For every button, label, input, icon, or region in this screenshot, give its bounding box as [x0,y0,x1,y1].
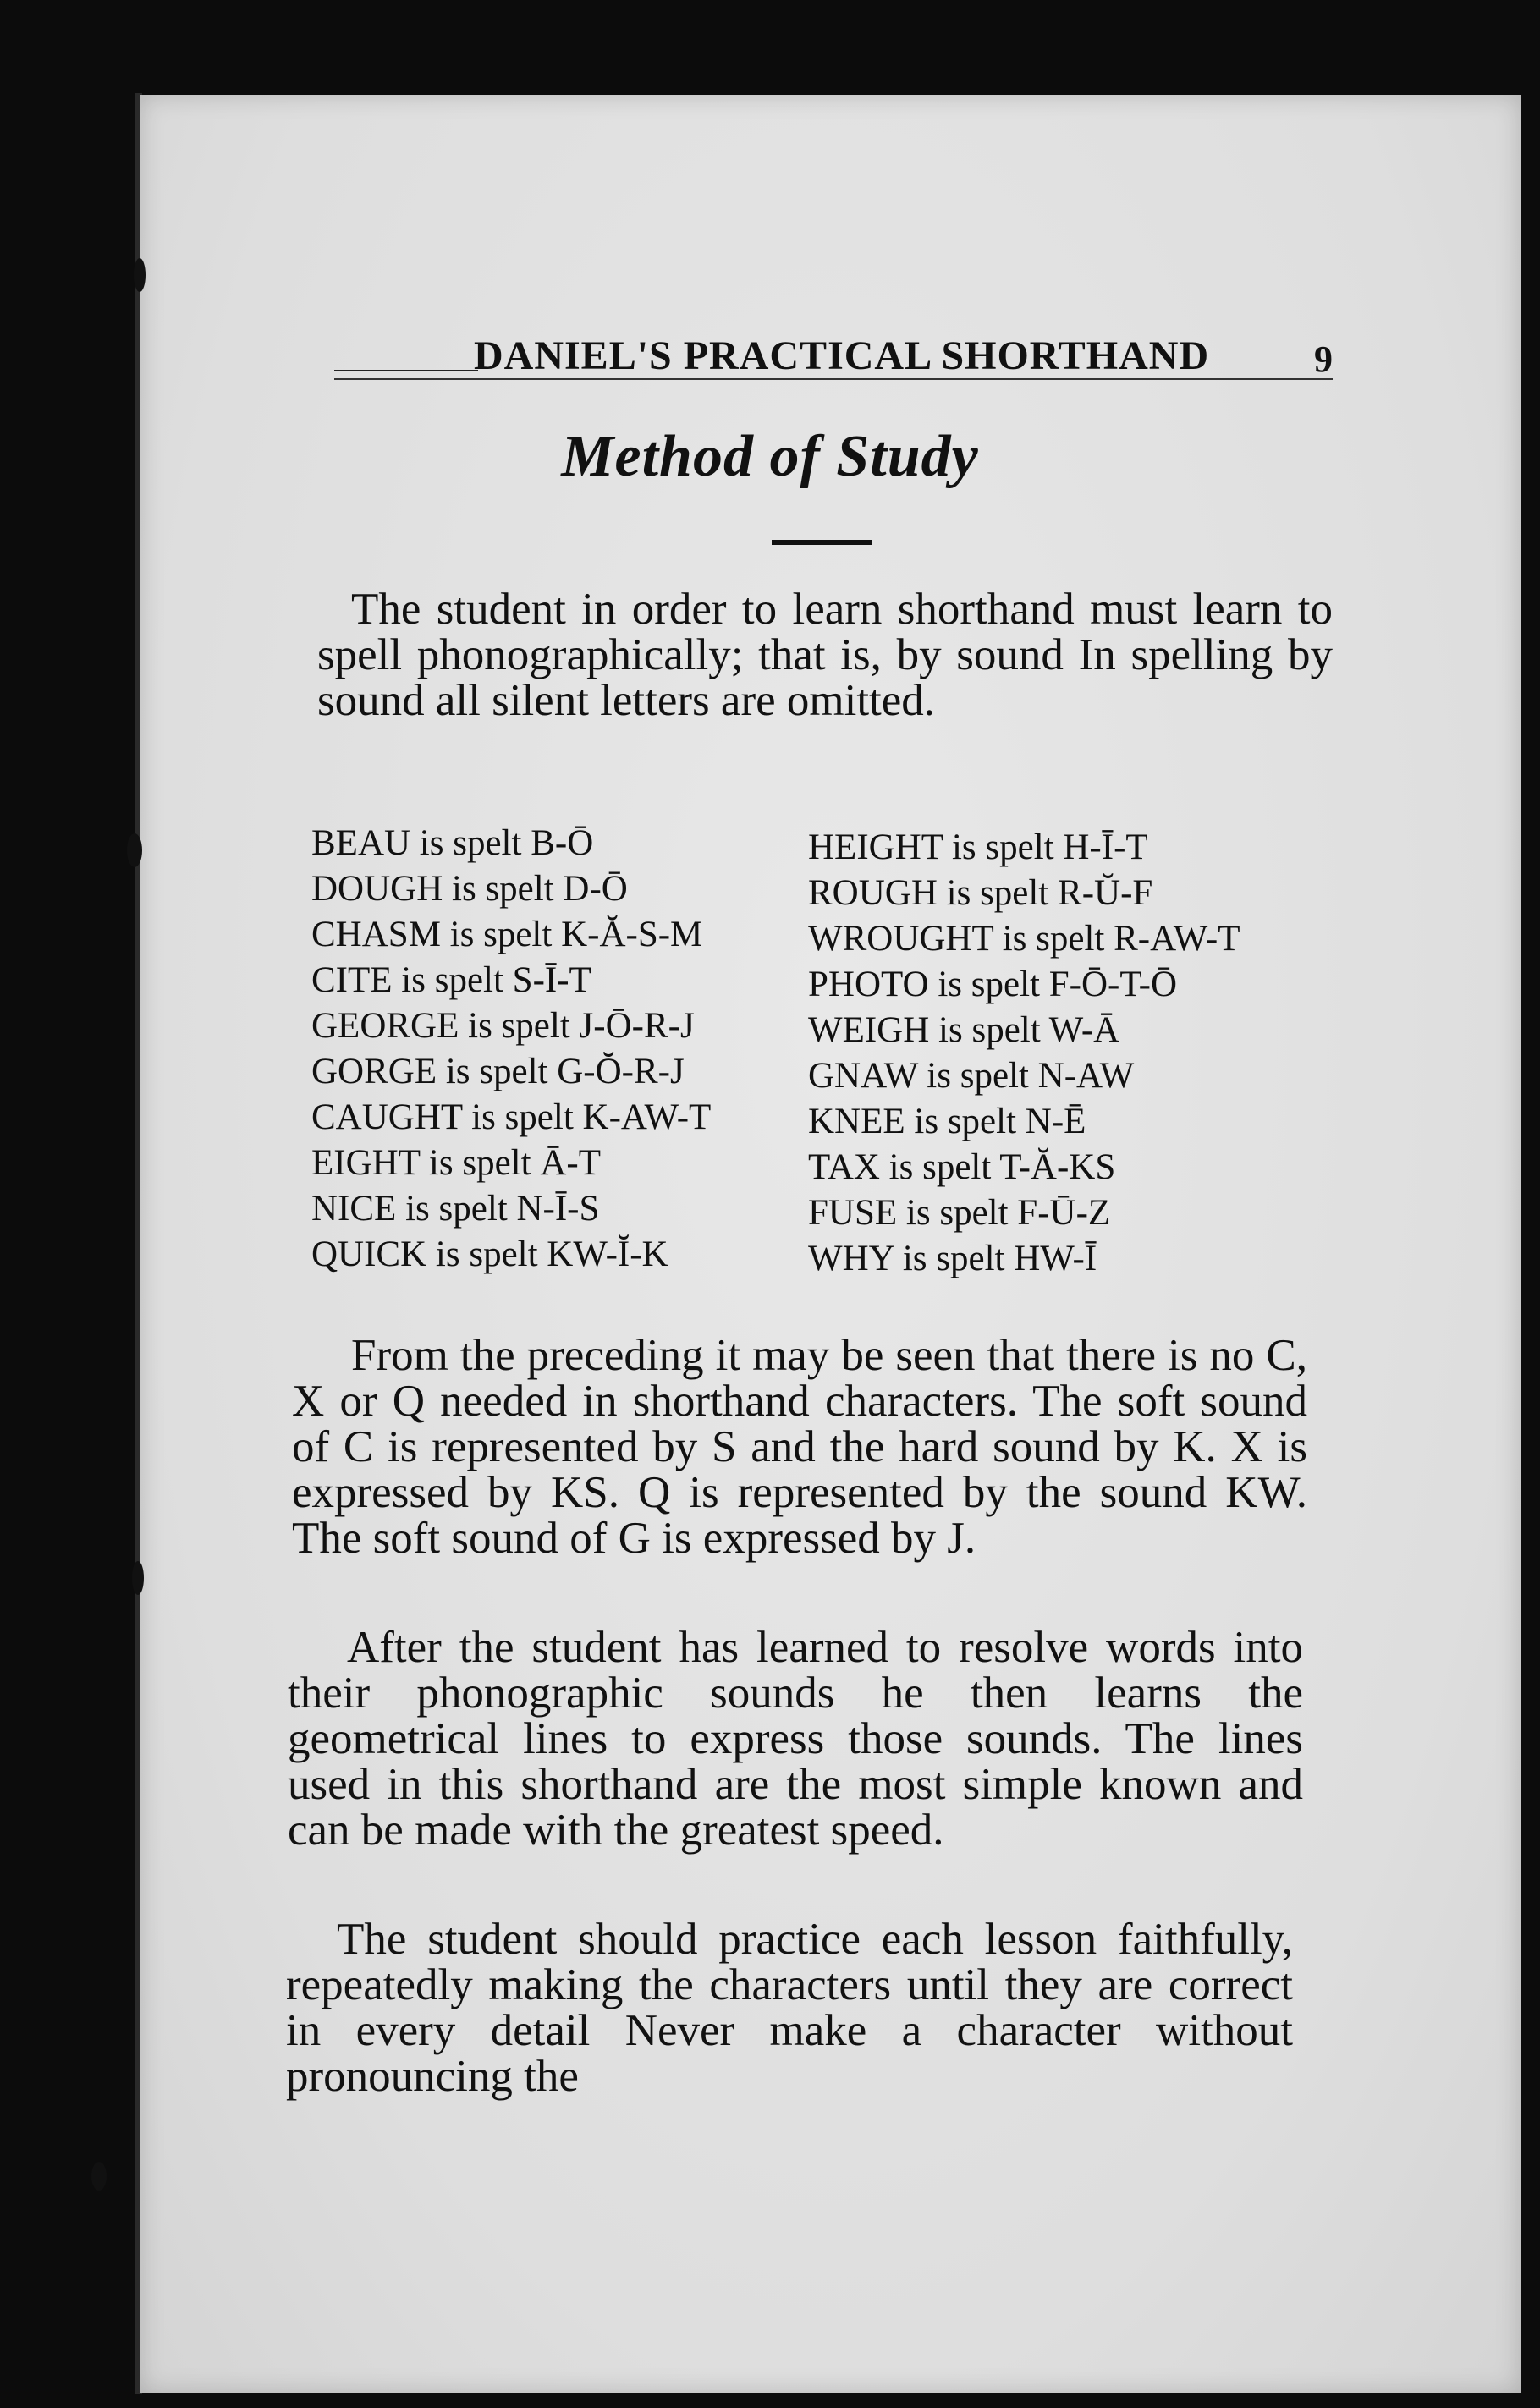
spelling-item: CHASM is spelt K-Ă-S-M [311,915,703,954]
spelling-list-left [311,821,711,1278]
spelling-item: CAUGHT is spelt K-AW-T [311,1097,712,1137]
heading-rule [772,540,872,545]
spelling-list-right [808,825,1240,1282]
paragraph-practice: The student should practice each lesson faithfully, repeatedly making the characters until they are correct in every detail Never make a character without pronouncing the [286,1915,1293,2101]
spelling-item: GORGE is spelt G-Ŏ-R-J [311,1052,685,1091]
spelling-item: DOUGH is spelt D-Ō [311,869,628,909]
spelling-item: TAX is spelt T-Ă-KS [808,1147,1116,1187]
header-rule-left [334,370,478,371]
binding-mark [134,258,146,292]
paragraph-intro: The student in order to learn shorthand must learn to spell phonographically; that is, by sound In spelling by sound all silent letters are omitted. [317,585,1333,725]
spelling-item: FUSE is spelt F-Ū-Z [808,1193,1111,1233]
spelling-item: GNAW is spelt N-AW [808,1056,1135,1096]
page-number: 9 [1314,338,1333,380]
spelling-item: QUICK is spelt KW-Ĭ-K [311,1234,668,1274]
running-head-title: DANIEL'S PRACTICAL SHORTHAND [474,333,1210,378]
spelling-item: WHY is spelt HW-Ī [808,1239,1097,1278]
spelling-item: GEORGE is spelt J-Ō-R-J [311,1006,695,1046]
spelling-item: NICE is spelt N-Ī-S [311,1189,600,1229]
paragraph-substitutions: From the preceding it may be seen that there is no C, X or Q needed in shorthand characters. The soft sound of C is represented by S and the hard sound by K. X is expressed by KS. Q is represented by the sound KW. The soft sound of G is expressed by J. [292,1331,1307,1563]
spelling-item: PHOTO is spelt F-Ō-T-Ō [808,965,1178,1004]
running-head [334,326,1333,385]
spelling-item: KNEE is spelt N-Ē [808,1102,1086,1141]
spelling-item: WEIGH is spelt W-Ā [808,1010,1120,1050]
paragraph-lines: After the student has learned to resolve words into their phonographic sounds he then learns the geometrical lines to express those sounds. The lines used in this shorthand are the most simple known and can be made with the greatest speed. [288,1623,1303,1855]
section-heading: Method of Study [561,424,979,489]
binding-mark [132,1561,144,1595]
spelling-item: HEIGHT is spelt H-Ī-T [808,827,1148,867]
spelling-item: ROUGH is spelt R-Ŭ-F [808,873,1153,913]
spelling-item: EIGHT is spelt Ā-T [311,1143,601,1183]
binding-mark [91,2162,107,2191]
binding-mark [127,833,142,867]
spelling-item: BEAU is spelt B-Ō [311,823,594,863]
spelling-item: WROUGHT is spelt R-AW-T [808,919,1240,959]
spelling-item: CITE is spelt S-Ī-T [311,960,591,1000]
